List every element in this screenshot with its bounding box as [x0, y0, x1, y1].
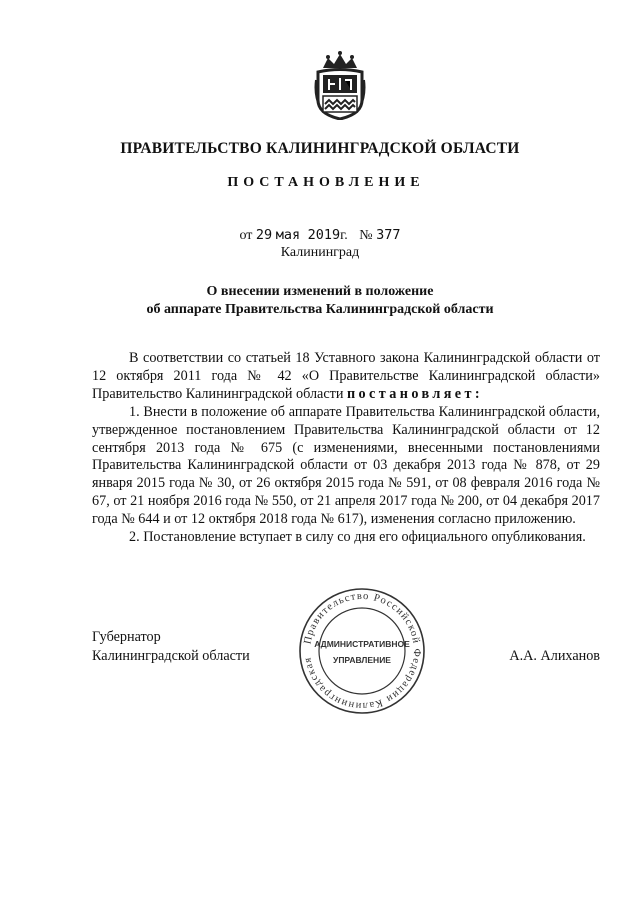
stamp-center-line-2: УПРАВЛЕНИЕ — [333, 655, 391, 665]
document-type-title: ПОСТАНОВЛЕНИЕ — [227, 175, 425, 190]
city-name: Калининград — [280, 245, 360, 260]
official-stamp — [296, 585, 428, 717]
svg-text:Правительство Российской Федер: Правительство Российской Федерации Калининградская — [302, 590, 423, 712]
decree-word: постановляет: — [346, 385, 483, 402]
date-month: мая — [275, 227, 301, 243]
date-prefix: от — [239, 228, 253, 243]
preamble-text: В соответствии со статьей 18 Уставного закона Калининградской области от 12 октября 2011 года № 42 «О Правительстве Калининградской области» Правительство Калининградской области — [92, 350, 600, 402]
subject-line-2: об аппарате Правительства Калининградской области — [146, 302, 494, 317]
coat-of-arms-icon — [314, 50, 366, 120]
date-year-suffix: г. — [340, 228, 348, 243]
document-body — [92, 350, 600, 547]
subject-line-1: О внесении изменений в положение — [206, 284, 434, 299]
date-number-line — [0, 227, 640, 244]
number-sign: № — [359, 228, 373, 243]
signatory-name: А.А. Алиханов — [509, 648, 600, 664]
position-line-2: Калининградской области — [92, 648, 250, 664]
paragraph-preamble — [92, 350, 600, 404]
document-number: 377 — [376, 227, 401, 243]
organization-title: ПРАВИТЕЛЬСТВО КАЛИНИНГРАДСКОЙ ОБЛАСТИ — [120, 140, 520, 157]
stamp-center-line-1: АДМИНИСТРАТИВНОЕ — [314, 639, 410, 649]
date-year: 2019 — [307, 227, 341, 243]
signatory-position — [92, 628, 250, 666]
paragraph-item-1: 1. Внести в положение об аппарате Правительства Калининградской области, утвержденное постановлением Правительства Калининградской области от 12 сентября 2013 года № 675 (с изменениями, внесенными постановлениями Правительства Калининградской области от 03 декабря 2013 года № 878, от 29 января 2015 года № 30, от 26 октября 2015 года № 591, от 08 февраля 2016 года № 67, от 21 ноября 2016 года № 550, от 21 апреля 2017 года № 200, от 04 декабря 2017 года № 644 и от 12 октября 2018 года № 617), изменения согласно приложению. — [92, 403, 600, 528]
position-line-1: Губернатор — [92, 629, 161, 645]
date-day: 29 — [255, 227, 273, 243]
document-subject — [0, 283, 640, 319]
paragraph-item-2: 2. Постановление вступает в силу со дня его официального опубликования. — [129, 529, 586, 546]
